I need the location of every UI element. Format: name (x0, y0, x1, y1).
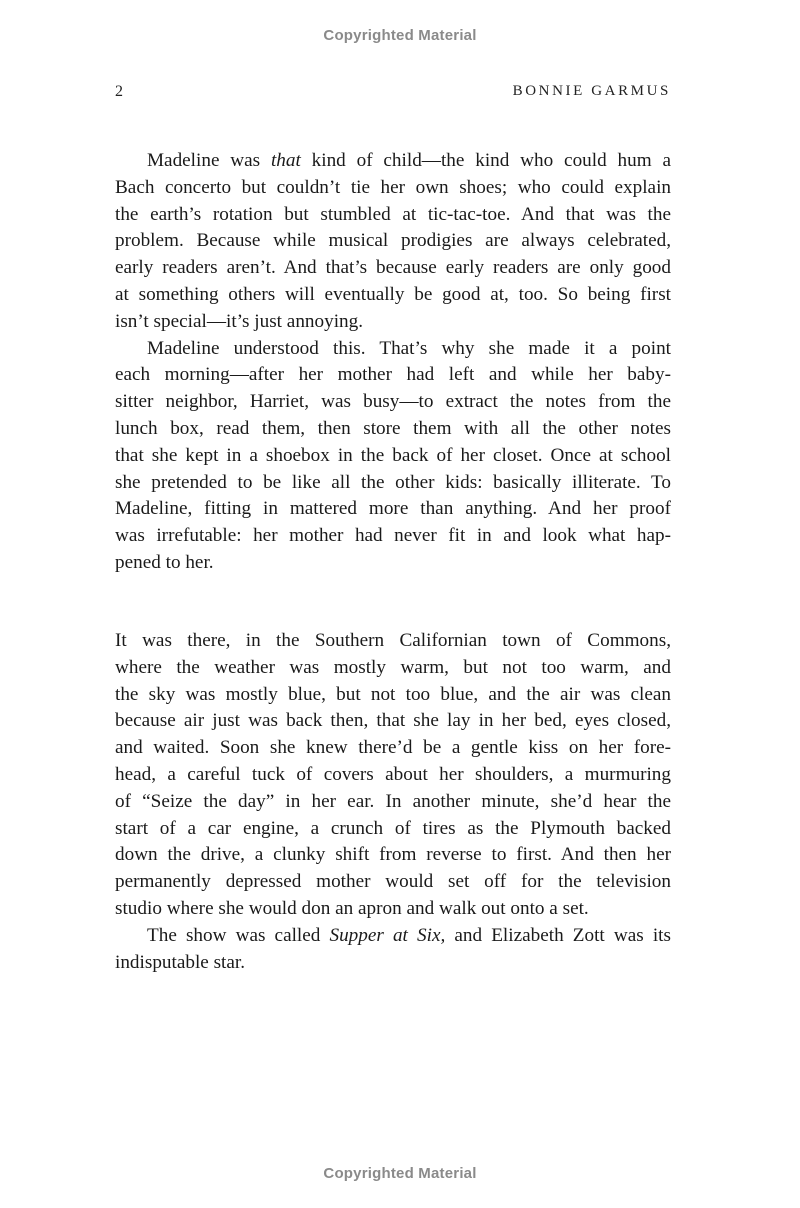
text-line: where the weather was mostly warm, but not too warm, and (115, 656, 671, 678)
text-line (115, 148, 671, 175)
text-run: and Elizabeth Zott was its (445, 924, 671, 946)
paragraph (115, 148, 671, 336)
text-line: studio where she would don an apron and walk out onto a set. (115, 897, 589, 919)
paragraph (115, 628, 671, 923)
paragraph (115, 336, 671, 577)
emphasis-text: that (270, 150, 301, 171)
show-title: Supper at Six, (329, 924, 446, 946)
copyright-watermark-top: Copyrighted Material (323, 27, 477, 44)
text-line: of “Seize the day” in her ear. In another minute, she’d hear the (115, 790, 671, 812)
text-line: she pretended to be like all the other kids: basically illiterate. To (115, 471, 671, 493)
text-line: Madeline understood this. That’s why she made it a point (147, 337, 671, 359)
paragraph (115, 923, 671, 977)
text-line: at something others will eventually be good at, too. So being first (115, 283, 671, 305)
text-line: indisputable star. (115, 951, 246, 973)
text-line (115, 923, 671, 950)
body-section-1 (115, 148, 671, 577)
text-line: was irrefutable: her mother had never fit in and look what hap- (115, 525, 671, 547)
text-line: down the drive, a clunky shift from reverse to first. And then her (115, 844, 671, 866)
text-line: head, a careful tuck of covers about her shoulders, a murmuring (115, 763, 671, 785)
copyright-watermark-bottom: Copyrighted Material (323, 1165, 477, 1182)
text-line: permanently depressed mother would set off for the television (115, 871, 671, 893)
author-name: BONNIE GARMUS (512, 83, 671, 99)
text-line: Madeline, fitting in mattered more than anything. And her proof (115, 498, 671, 520)
text-line: early readers aren’t. And that’s because early readers are only good (115, 257, 671, 279)
text-run: The show was called (147, 924, 330, 946)
text-line: that she kept in a shoebox in the back of her closet. Once at school (115, 444, 671, 466)
text-line: problem. Because while musical prodigies are always celebrated, (115, 230, 671, 252)
text-line: start of a car engine, a crunch of tires as the Plymouth backed (115, 817, 671, 839)
text-line: lunch box, read them, then store them with all the other notes (115, 417, 671, 439)
text-line: because air just was back then, that she lay in her bed, eyes closed, (115, 710, 671, 732)
text-line: and waited. Soon she knew there’d be a gentle kiss on her fore- (115, 737, 671, 759)
text-line: Bach concerto but couldn’t tie her own shoes; who could explain (115, 176, 671, 198)
text-line: each morning—after her mother had left and while her baby- (115, 364, 671, 386)
text-run: kind of child—the kind who could hum a (300, 150, 671, 171)
text-line: the earth’s rotation but stumbled at tic-tac-toe. And that was the (115, 203, 671, 225)
text-run: Madeline was (147, 150, 271, 171)
text-line: It was there, in the Southern Californian town of Commons, (115, 630, 671, 651)
page-number: 2 (115, 83, 123, 100)
text-line: sitter neighbor, Harriet, was busy—to extract the notes from the (115, 391, 671, 413)
body-section-2 (115, 628, 671, 976)
text-line: pened to her. (115, 551, 214, 573)
text-line: the sky was mostly blue, but not too blue, and the air was clean (115, 683, 671, 705)
text-line: isn’t special—it’s just annoying. (115, 310, 364, 332)
